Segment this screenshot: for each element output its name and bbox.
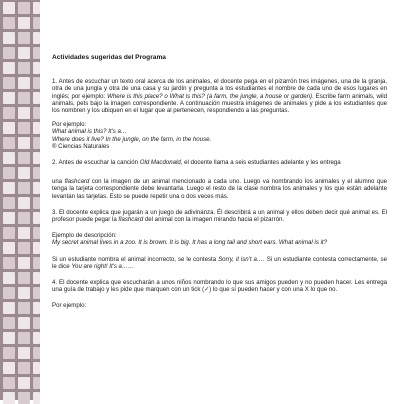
example-1-line-3: ® Ciencias Naturales [52, 142, 110, 150]
sidebar-square [33, 137, 40, 149]
sidebar-square [18, 167, 30, 179]
sidebar-square [33, 167, 40, 179]
sidebar-square [33, 242, 40, 254]
paragraph-2-start: 2. Antes de escuchar la canción [52, 159, 139, 167]
sidebar-square [3, 17, 15, 29]
sidebar-square [3, 62, 15, 74]
sidebar-square [33, 302, 40, 314]
sidebar-square [3, 2, 15, 14]
sidebar-square [33, 2, 40, 14]
sidebar-square [3, 32, 15, 44]
sidebar-square [33, 332, 40, 344]
paragraph-3-start: una [52, 178, 63, 186]
sidebar-square [3, 272, 15, 284]
sidebar-square [33, 257, 40, 269]
example-2-text: My secret animal lives in a zoo. It is brown. It is big. It has a long tail and short ears. What animal is it? [52, 239, 328, 247]
sidebar-square [33, 32, 40, 44]
sidebar-square [3, 107, 15, 119]
sidebar-square [3, 302, 15, 314]
document-page [52, 54, 387, 317]
sidebar-square [18, 377, 30, 389]
sidebar-square [33, 107, 40, 119]
sidebar-square [33, 152, 40, 164]
sidebar-square [18, 182, 30, 194]
sidebar-square [18, 347, 30, 359]
paragraph-3-italic: flashcard [64, 178, 90, 186]
example-1 [52, 121, 387, 150]
sidebar-square [18, 32, 30, 44]
sidebar-square [3, 137, 15, 149]
paragraph-5-italic-1: Sorry, it isn't a…. [218, 255, 265, 263]
paragraph-2-end: , el docente llama a seis estudiantes adelante y les entrega [180, 159, 341, 167]
sidebar-square [18, 197, 30, 209]
sidebar-square [18, 152, 30, 164]
sidebar-square [3, 47, 15, 59]
sidebar-square [3, 77, 15, 89]
sidebar-square [18, 257, 30, 269]
sidebar-square [18, 107, 30, 119]
sidebar-square [3, 317, 15, 329]
sidebar-square [33, 317, 40, 329]
paragraph-1-rest: . Escribe farm animals, wild animals, pets bajo la imagen correspondiente. A continuación muestra imágenes de animales y pide a los estudiantes que los nombren y los ubiquen en el lugar que al pertenecen, respondiendo a las preguntas. [52, 92, 387, 115]
sidebar-square [18, 137, 30, 149]
sidebar-square [18, 212, 30, 224]
paragraph-6-text: 4. El docente explica que escucharán a unos niños nombrando lo que sus amigos pueden y no pueden hacer. Les entrega una guía de trabajo y les pide que marquen con un tick (✓) lo que sí pueden hacer y con una X lo que no. [52, 279, 387, 294]
sidebar-square [33, 197, 40, 209]
sidebar-square [3, 92, 15, 104]
sidebar-square [18, 362, 30, 374]
paragraph-5 [52, 256, 387, 270]
paragraph-1-text: 1. Antes de escuchar un texto oral acerca de los animales, el docente pega en el pizarrón tres imágenes, una de la granja, otra de una jungla y otra de una casa y su jardín y pregunta a los estudiantes el nombre de cada uno de esos lugares en inglés; por ejemplo: [52, 78, 387, 100]
sidebar-square [18, 332, 30, 344]
sidebar-square [33, 227, 40, 239]
sidebar-square [3, 362, 15, 374]
sidebar-square [33, 122, 40, 134]
paragraph-4 [52, 209, 387, 223]
page-title: Actividades sugeridas del Programa [52, 54, 166, 61]
sidebar-square [33, 347, 40, 359]
paragraph-3 [52, 178, 387, 200]
paragraph-4-end: del animal con la imagen mirando hacia el pizarrón. [144, 216, 285, 224]
sidebar-square [3, 227, 15, 239]
sidebar-square [3, 242, 15, 254]
sidebar-square [18, 2, 30, 14]
sidebar-square [33, 62, 40, 74]
sidebar-square [33, 47, 40, 59]
example-1-label: Por ejemplo: [52, 121, 87, 129]
paragraph-5-mid: Si un estudiante contesta correctamente, se le dice [52, 255, 387, 270]
example-3-label: Por ejemplo: [52, 302, 87, 310]
sidebar-square [3, 332, 15, 344]
sidebar-square [3, 392, 15, 404]
example-3 [52, 302, 387, 309]
example-2 [52, 232, 387, 246]
sidebar-square [33, 392, 40, 404]
sidebar-square [18, 77, 30, 89]
sidebar-square [3, 347, 15, 359]
sidebar-square [33, 212, 40, 224]
sidebar-square [18, 302, 30, 314]
paragraph-4-italic: flashcard [118, 216, 144, 224]
decorative-sidebar [0, 0, 40, 400]
sidebar-square [3, 377, 15, 389]
paragraph-1 [52, 78, 387, 114]
sidebar-square [3, 212, 15, 224]
paragraph-2-italic: Old Macdonald [139, 159, 181, 167]
sidebar-square [3, 287, 15, 299]
paragraph-5-italic-2: You are right! It's a…… [71, 262, 135, 270]
sidebar-square [33, 77, 40, 89]
sidebar-square [33, 92, 40, 104]
sidebar-square [18, 392, 30, 404]
sidebar-square [18, 317, 30, 329]
sidebar-square [33, 182, 40, 194]
paragraph-1-italic: Where is this place? o What is this? (a farm, the jungle, a house or garden) [107, 92, 313, 100]
paragraph-6 [52, 279, 387, 293]
paragraph-5-start: Si un estudiante nombra el animal incorrecto, se le contesta [52, 255, 217, 263]
sidebar-square [18, 47, 30, 59]
sidebar-square [3, 152, 15, 164]
sidebar-square [18, 227, 30, 239]
sidebar-square [3, 167, 15, 179]
sidebar-square [3, 122, 15, 134]
example-2-label: Ejemplo de descripción: [52, 232, 117, 240]
sidebar-square [33, 362, 40, 374]
sidebar-square [33, 377, 40, 389]
sidebar-square [3, 197, 15, 209]
sidebar-square [3, 257, 15, 269]
paragraph-2 [52, 159, 387, 166]
example-1-line-1: What animal is this? It's a… [52, 128, 127, 136]
sidebar-square [18, 62, 30, 74]
sidebar-square [33, 272, 40, 284]
sidebar-square [18, 92, 30, 104]
sidebar-square [33, 287, 40, 299]
sidebar-square [18, 287, 30, 299]
sidebar-square [33, 17, 40, 29]
paragraph-4-start: 3. El docente explica que jugarán a un juego de adivinanza. Él describirá a un animal y ellos deben decir qué animal es. El profesor puede pegar la [52, 208, 387, 224]
sidebar-square [18, 242, 30, 254]
sidebar-square [18, 272, 30, 284]
sidebar-square [3, 182, 15, 194]
sidebar-square [18, 122, 30, 134]
paragraph-3-end: con la imagen de un animal mencionado a cada uno. Luego va nombrando los animales y el alumno que tenga la tarjeta correspondiente debe levantarla. Luego el resto de la clase nombra los animales y los que están adelante levantan las tarjetas. Esto se puede repetir una o dos veces más. [52, 178, 387, 200]
sidebar-square [18, 17, 30, 29]
example-1-line-2: Where does it live? In the jungle, on the farm, in the house. [52, 135, 212, 143]
